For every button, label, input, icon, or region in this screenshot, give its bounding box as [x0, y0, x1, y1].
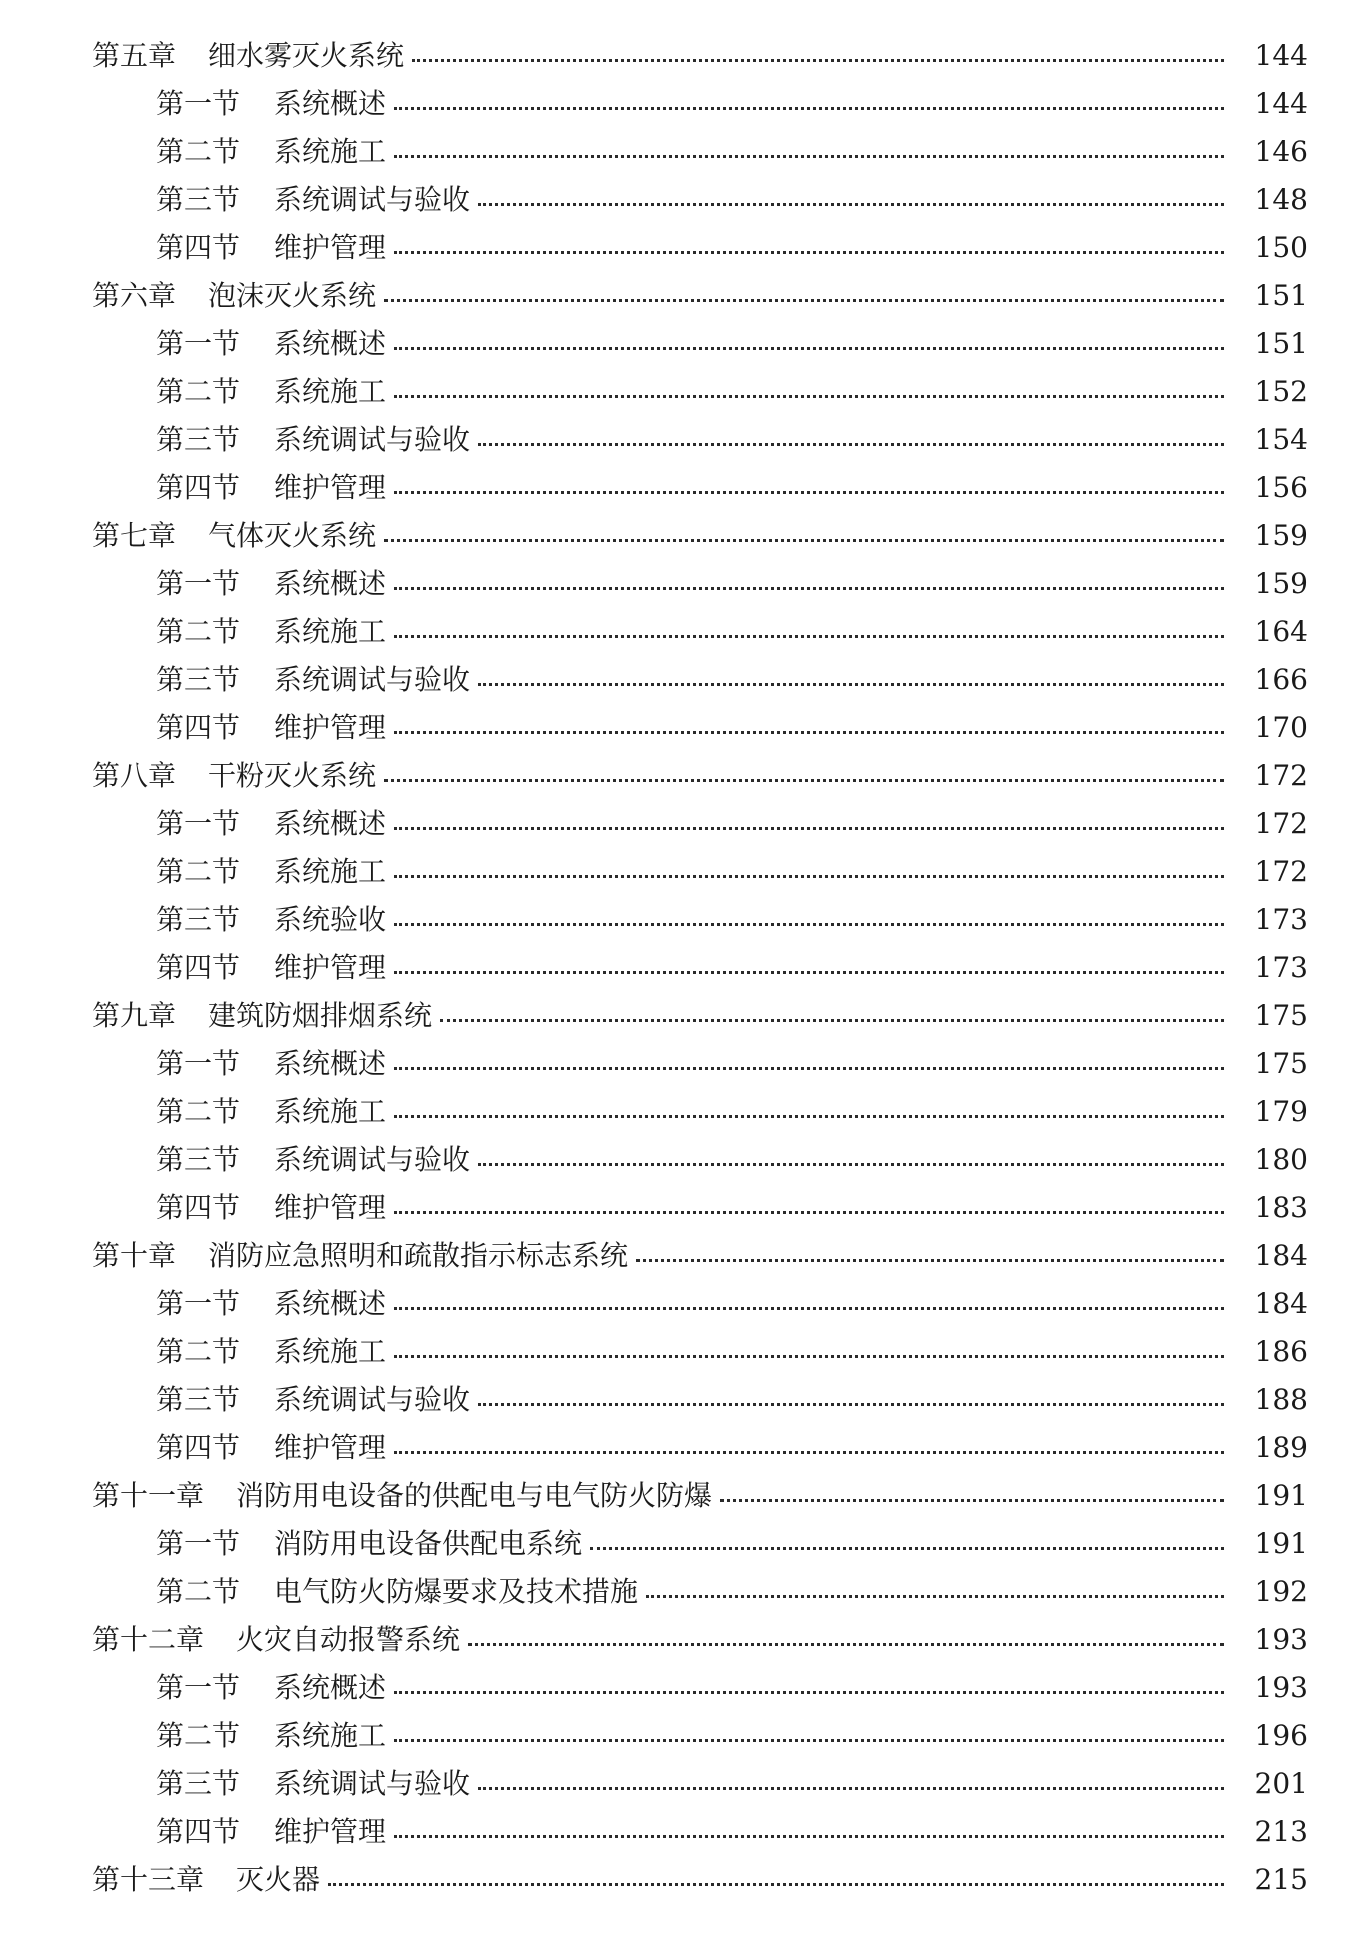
dot-leader — [394, 347, 1224, 350]
toc-entry-title: 系统施工 — [274, 1719, 387, 1752]
toc-entry-label: 第六章 — [92, 279, 177, 312]
dot-leader — [478, 203, 1224, 206]
dot-leader — [394, 971, 1224, 974]
dot-leader — [394, 155, 1224, 158]
dot-leader — [478, 1163, 1224, 1166]
toc-chapter-row[interactable] — [0, 1616, 1354, 1664]
toc-section-row[interactable] — [0, 944, 1354, 992]
dot-leader — [646, 1595, 1224, 1598]
toc-entry-title: 系统施工 — [274, 375, 387, 408]
toc-section-row[interactable] — [0, 1808, 1354, 1856]
toc-entry-label: 第一节 — [156, 327, 241, 360]
dot-leader — [394, 491, 1224, 494]
dot-leader — [394, 1355, 1224, 1358]
toc-entry-title: 系统调试与验收 — [274, 663, 471, 696]
dot-leader — [394, 1211, 1224, 1214]
toc-page-number: 154 — [1254, 423, 1308, 456]
toc-page-number: 172 — [1254, 855, 1308, 888]
toc-entry-title: 系统验收 — [274, 903, 387, 936]
toc-section-row[interactable] — [0, 416, 1354, 464]
toc-page-number: 144 — [1254, 87, 1308, 120]
toc-entry-label: 第四节 — [156, 1431, 241, 1464]
toc-entry-label: 第二节 — [156, 135, 241, 168]
dot-leader — [394, 1067, 1224, 1070]
toc-entry-title: 维护管理 — [274, 1431, 387, 1464]
dot-leader — [394, 251, 1224, 254]
toc-entry-title: 维护管理 — [274, 951, 387, 984]
toc-page-number: 193 — [1254, 1623, 1308, 1656]
toc-chapter-row[interactable] — [0, 1472, 1354, 1520]
dot-leader — [394, 875, 1224, 878]
dot-leader — [478, 683, 1224, 686]
dot-leader — [412, 59, 1224, 62]
toc-entry-label: 第十章 — [92, 1239, 177, 1272]
toc-section-row[interactable] — [0, 80, 1354, 128]
toc-entry-title: 系统概述 — [274, 1047, 387, 1080]
toc-section-row[interactable] — [0, 896, 1354, 944]
toc-page-number: 166 — [1254, 663, 1308, 696]
toc-chapter-row[interactable] — [0, 512, 1354, 560]
toc-entry-title: 系统调试与验收 — [274, 183, 471, 216]
toc-page-number: 150 — [1254, 231, 1308, 264]
toc-entry-title: 消防应急照明和疏散指示标志系统 — [208, 1239, 629, 1272]
toc-entry-title: 维护管理 — [274, 471, 387, 504]
dot-leader — [478, 1787, 1224, 1790]
toc-entry-label: 第七章 — [92, 519, 177, 552]
toc-entry-title: 系统施工 — [274, 135, 387, 168]
dot-leader — [590, 1547, 1224, 1550]
dot-leader — [394, 1835, 1224, 1838]
toc-entry-title: 系统施工 — [274, 615, 387, 648]
toc-section-row[interactable] — [0, 1376, 1354, 1424]
toc-chapter-row[interactable] — [0, 752, 1354, 800]
toc-entry-title: 建筑防烟排烟系统 — [208, 999, 433, 1032]
toc-entry-title: 系统施工 — [274, 1335, 387, 1368]
toc-entry-label: 第三节 — [156, 1383, 241, 1416]
toc-section-row[interactable] — [0, 800, 1354, 848]
toc-entry-label: 第四节 — [156, 1815, 241, 1848]
toc-section-row[interactable] — [0, 464, 1354, 512]
toc-entry-label: 第十一章 — [92, 1479, 205, 1512]
toc-page-number: 213 — [1254, 1815, 1308, 1848]
dot-leader — [394, 1115, 1224, 1118]
toc-entry-label: 第四节 — [156, 951, 241, 984]
toc-page-number: 188 — [1254, 1383, 1308, 1416]
toc-section-row[interactable] — [0, 1280, 1354, 1328]
toc-entry-title: 气体灭火系统 — [208, 519, 377, 552]
dot-leader — [394, 731, 1224, 734]
toc-entry-title: 细水雾灭火系统 — [208, 39, 405, 72]
toc-page-number: 215 — [1254, 1863, 1308, 1896]
toc-entry-title: 系统施工 — [274, 1095, 387, 1128]
dot-leader — [394, 587, 1224, 590]
toc-section-row[interactable] — [0, 1424, 1354, 1472]
toc-entry-title: 消防用电设备的供配电与电气防火防爆 — [236, 1479, 713, 1512]
toc-entry-title: 火灾自动报警系统 — [236, 1623, 461, 1656]
toc-page-number: 191 — [1254, 1527, 1308, 1560]
toc-entry-title: 维护管理 — [274, 231, 387, 264]
toc-page-number: 164 — [1254, 615, 1308, 648]
toc-section-row[interactable] — [0, 848, 1354, 896]
dot-leader — [478, 443, 1224, 446]
dot-leader — [394, 827, 1224, 830]
toc-entry-title: 系统概述 — [274, 1287, 387, 1320]
dot-leader — [394, 107, 1224, 110]
toc-page-number: 170 — [1254, 711, 1308, 744]
dot-leader — [720, 1499, 1224, 1502]
dot-leader — [394, 635, 1224, 638]
dot-leader — [394, 1451, 1224, 1454]
toc-page-number: 186 — [1254, 1335, 1308, 1368]
toc-section-row[interactable] — [0, 1664, 1354, 1712]
toc-entry-label: 第二节 — [156, 1335, 241, 1368]
toc-page-number: 173 — [1254, 903, 1308, 936]
toc-page-number: 148 — [1254, 183, 1308, 216]
toc-page-number: 159 — [1254, 519, 1308, 552]
dot-leader — [468, 1643, 1224, 1646]
toc-entry-label: 第二节 — [156, 1095, 241, 1128]
toc-page-number: 192 — [1254, 1575, 1308, 1608]
toc-page-number: 191 — [1254, 1479, 1308, 1512]
toc-page-number: 159 — [1254, 567, 1308, 600]
toc-section-row[interactable] — [0, 656, 1354, 704]
toc-chapter-row[interactable] — [0, 1232, 1354, 1280]
toc-section-row[interactable] — [0, 608, 1354, 656]
toc-entry-label: 第一节 — [156, 1527, 241, 1560]
toc-section-row[interactable] — [0, 1184, 1354, 1232]
toc-page-number: 193 — [1254, 1671, 1308, 1704]
toc-section-row[interactable] — [0, 1568, 1354, 1616]
toc-entry-label: 第一节 — [156, 1671, 241, 1704]
toc-entry-label: 第一节 — [156, 87, 241, 120]
toc-page-number: 184 — [1254, 1239, 1308, 1272]
toc-section-row[interactable] — [0, 176, 1354, 224]
toc-entry-label: 第四节 — [156, 1191, 241, 1224]
toc-section-row[interactable] — [0, 1088, 1354, 1136]
toc-entry-label: 第十二章 — [92, 1623, 205, 1656]
toc-page-number: 144 — [1254, 39, 1308, 72]
toc-entry-label: 第四节 — [156, 711, 241, 744]
toc-entry-label: 第三节 — [156, 1767, 241, 1800]
toc-entry-label: 第三节 — [156, 183, 241, 216]
toc-entry-label: 第九章 — [92, 999, 177, 1032]
toc-entry-title: 维护管理 — [274, 1191, 387, 1224]
toc-entry-title: 维护管理 — [274, 1815, 387, 1848]
toc-entry-label: 第四节 — [156, 471, 241, 504]
toc-entry-title: 系统概述 — [274, 567, 387, 600]
toc-section-row[interactable] — [0, 224, 1354, 272]
toc-entry-title: 干粉灭火系统 — [208, 759, 377, 792]
toc-entry-title: 灭火器 — [236, 1863, 321, 1896]
toc-page-number: 201 — [1254, 1767, 1308, 1800]
toc-section-row[interactable] — [0, 1040, 1354, 1088]
dot-leader — [440, 1019, 1224, 1022]
toc-section-row[interactable] — [0, 560, 1354, 608]
toc-entry-title: 系统调试与验收 — [274, 423, 471, 456]
toc-entry-title: 泡沫灭火系统 — [208, 279, 377, 312]
toc-page-number: 172 — [1254, 807, 1308, 840]
toc-entry-label: 第二节 — [156, 375, 241, 408]
toc-section-row[interactable] — [0, 1520, 1354, 1568]
toc-section-row[interactable] — [0, 320, 1354, 368]
toc-entry-label: 第二节 — [156, 1575, 241, 1608]
toc-entry-label: 第二节 — [156, 855, 241, 888]
dot-leader — [394, 923, 1224, 926]
toc-page-number: 173 — [1254, 951, 1308, 984]
toc-page-number: 196 — [1254, 1719, 1308, 1752]
toc-section-row[interactable] — [0, 368, 1354, 416]
toc-entry-title: 系统概述 — [274, 327, 387, 360]
dot-leader — [384, 299, 1224, 302]
toc-entry-title: 系统概述 — [274, 87, 387, 120]
toc-entry-label: 第二节 — [156, 615, 241, 648]
toc-page-number: 151 — [1254, 327, 1308, 360]
toc-page-number: 152 — [1254, 375, 1308, 408]
toc-entry-title: 系统施工 — [274, 855, 387, 888]
toc-entry-title: 系统调试与验收 — [274, 1383, 471, 1416]
dot-leader — [394, 1307, 1224, 1310]
toc-chapter-row[interactable] — [0, 1856, 1354, 1904]
toc-entry-label: 第四节 — [156, 231, 241, 264]
toc-entry-label: 第五章 — [92, 39, 177, 72]
toc-page-number: 175 — [1254, 999, 1308, 1032]
toc-entry-title: 系统概述 — [274, 1671, 387, 1704]
toc-entry-label: 第一节 — [156, 1287, 241, 1320]
toc-entry-title: 消防用电设备供配电系统 — [274, 1527, 583, 1560]
dot-leader — [394, 395, 1224, 398]
toc-section-row[interactable] — [0, 1712, 1354, 1760]
dot-leader — [328, 1883, 1224, 1886]
toc-entry-label: 第三节 — [156, 423, 241, 456]
dot-leader — [636, 1259, 1224, 1262]
dot-leader — [384, 539, 1224, 542]
toc-page-number: 189 — [1254, 1431, 1308, 1464]
toc-entry-label: 第一节 — [156, 807, 241, 840]
toc-entry-label: 第一节 — [156, 1047, 241, 1080]
toc-section-row[interactable] — [0, 1136, 1354, 1184]
toc-page-number: 146 — [1254, 135, 1308, 168]
toc-page-number: 179 — [1254, 1095, 1308, 1128]
toc-entry-label: 第一节 — [156, 567, 241, 600]
toc-entry-title: 电气防火防爆要求及技术措施 — [274, 1575, 639, 1608]
toc-entry-title: 系统概述 — [274, 807, 387, 840]
toc-chapter-row[interactable] — [0, 32, 1354, 80]
dot-leader — [394, 1739, 1224, 1742]
dot-leader — [394, 1691, 1224, 1694]
toc-page-number: 183 — [1254, 1191, 1308, 1224]
toc-entry-title: 维护管理 — [274, 711, 387, 744]
dot-leader — [478, 1403, 1224, 1406]
table-of-contents — [0, 32, 1354, 1904]
toc-page-number: 172 — [1254, 759, 1308, 792]
toc-page-number: 175 — [1254, 1047, 1308, 1080]
toc-section-row[interactable] — [0, 704, 1354, 752]
toc-chapter-row[interactable] — [0, 272, 1354, 320]
toc-entry-label: 第三节 — [156, 663, 241, 696]
toc-entry-label: 第十三章 — [92, 1863, 205, 1896]
toc-section-row[interactable] — [0, 1760, 1354, 1808]
toc-entry-label: 第二节 — [156, 1719, 241, 1752]
toc-page-number: 156 — [1254, 471, 1308, 504]
toc-section-row[interactable] — [0, 1328, 1354, 1376]
toc-entry-label: 第三节 — [156, 1143, 241, 1176]
toc-page-number: 184 — [1254, 1287, 1308, 1320]
toc-section-row[interactable] — [0, 128, 1354, 176]
toc-entry-title: 系统调试与验收 — [274, 1143, 471, 1176]
toc-chapter-row[interactable] — [0, 992, 1354, 1040]
toc-entry-label: 第八章 — [92, 759, 177, 792]
toc-page-number: 151 — [1254, 279, 1308, 312]
toc-entry-label: 第三节 — [156, 903, 241, 936]
dot-leader — [384, 779, 1224, 782]
toc-page-number: 180 — [1254, 1143, 1308, 1176]
toc-entry-title: 系统调试与验收 — [274, 1767, 471, 1800]
